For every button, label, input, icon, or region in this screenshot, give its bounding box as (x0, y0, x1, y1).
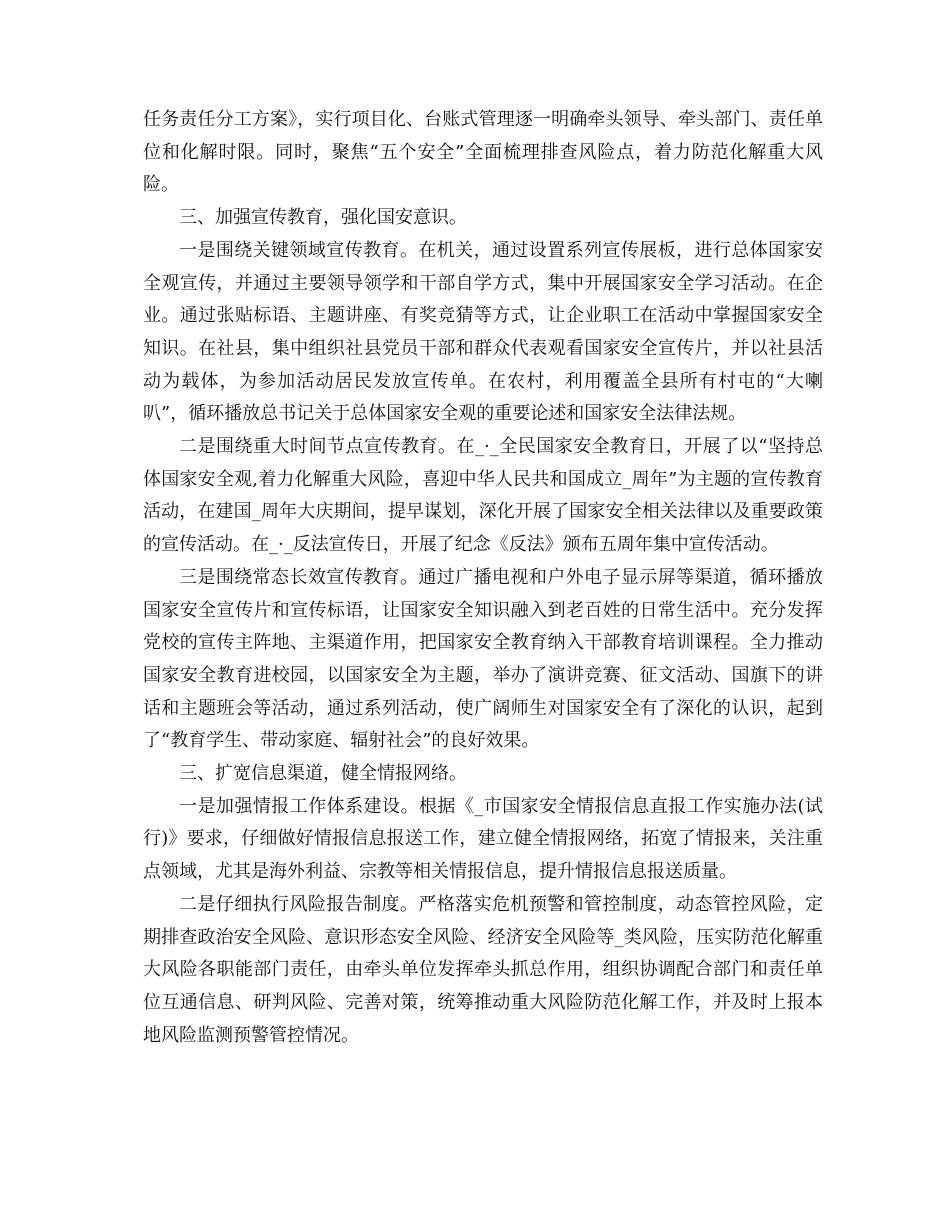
document-page (143, 104, 823, 1052)
paragraph-key-fields: 一是围绕关键领域宣传教育。在机关，通过设置系列宣传展板，进行总体国家安全观宣传，并通过主要领导领学和干部自学方式，集中开展国家安全学习活动。在企业。通过张贴标语、主题讲座、有奖竞猜等方式，让企业职工在活动中掌握国家安全知识。在社县，集中组织社县党员干部和群众代表观看国家安全宣传片，并以社县活动为载体，为参加活动居民发放宣传单。在农村，利用覆盖全县所有村屯的“大喇叭”，循环播放总书记关于总体国家安全观的重要论述和国家安全法律法规。 (143, 239, 823, 425)
paragraph-continuation: 任务责任分工方案》，实行项目化、台账式管理逐一明确牵头领导、牵头部门、责任单位和化解时限。同时，聚焦“五个安全”全面梳理排查风险点，着力防范化解重大风险。 (143, 109, 823, 196)
paragraph-long-term: 三是围绕常态长效宣传教育。通过广播电视和户外电子显示屏等渠道，循环播放国家安全宣传片和宣传标语，让国家安全知识融入到老百姓的日常生活中。充分发挥党校的宣传主阵地、主渠道作用，把国家安全教育纳入干部教育培训课程。全力推动国家安全教育进校园，以国家安全为主题，举办了演讲竞赛、征文活动、国旗下的讲话和主题班会等活动，通过系列活动，使广阔师生对国家安全有了深化的认识，起到了“教育学生、带动家庭、辐射社会”的良好效果。 (143, 566, 823, 752)
section-heading-information: 三、扩宽信息渠道，健全情报网络。 (179, 763, 467, 785)
paragraph-risk-report: 二是仔细执行风险报告制度。严格落实危机预警和管控制度，动态管控风险，定期排查政治安全风险、意识形态安全风险、经济安全风险等_类风险，压实防范化解重大风险各职能部门责任，由牵头单位发挥牵头抓总作用，组织协调配合部门和责任单位互通信息、研判风险、完善对策，统筹推动重大风险防范化解工作，并及时上报本地风险监测预警管控情况。 (143, 893, 823, 1046)
section-heading-publicity: 三、加强宣传教育，强化国安意识。 (179, 207, 467, 229)
paragraph-intelligence-system: 一是加强情报工作体系建设。根据《_市国家安全情报信息直报工作实施办法(试行)》要求，仔细做好情报信息报送工作，建立健全情报网络，拓宽了情报来，关注重点领域，尤其是海外利益、宗教等相关情报信息，提升情报信息报送质量。 (143, 795, 823, 883)
paragraph-time-nodes: 二是围绕重大时间节点宣传教育。在_·_全民国家安全教育日，开展了以“坚持总体国家安全观,着力化解重大风险，喜迎中华人民共和国成立_周年”为主题的宣传教育活动，在建国_周年大庆期间，提早谋划，深化开展了国家安全相关法律以及重要政策的宣传活动。在_·_反法宣传日，开展了纪念《反法》颁布五周年集中宣传活动。 (143, 436, 823, 556)
